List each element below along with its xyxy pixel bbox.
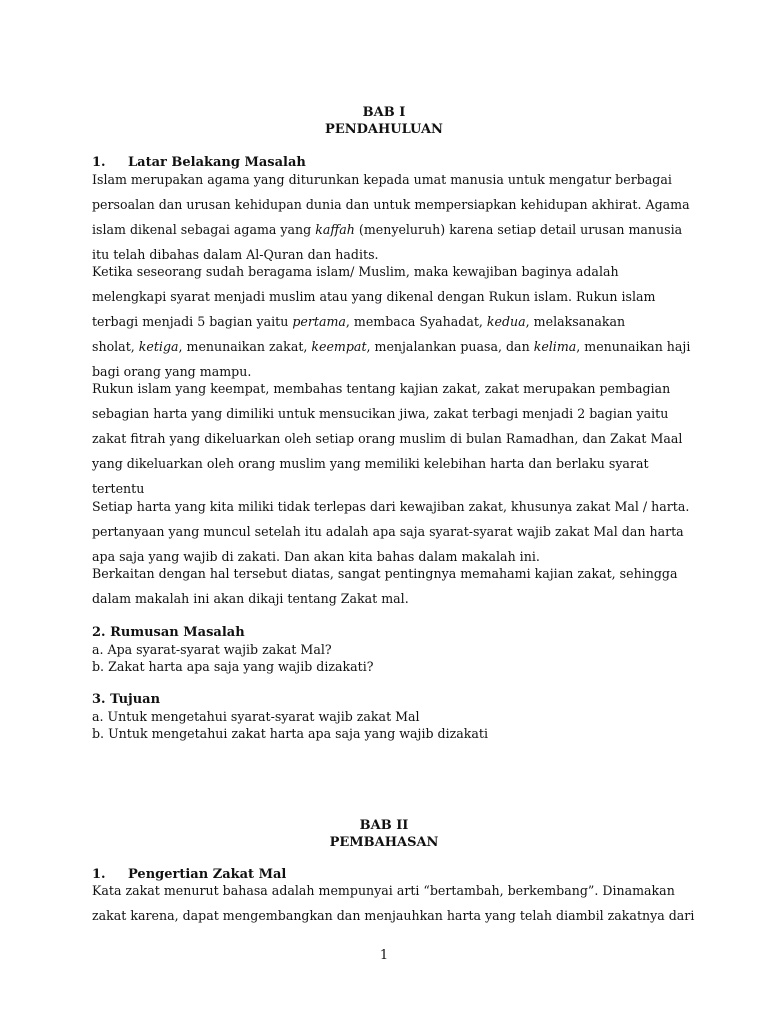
paragraph-line: sebagian harta yang dimiliki untuk mensucikan jiwa, zakat terbagi menjadi 2 bagian yaitu — [92, 406, 669, 421]
bab1-title: PENDAHULUAN — [325, 122, 443, 137]
text-run: sholat, — [92, 339, 139, 354]
paragraph-3 — [92, 381, 683, 497]
paragraph-line: Berkaitan dengan hal tersebut diatas, sangat pentingnya memahami kajian zakat, sehingga — [92, 566, 678, 581]
paragraph-6 — [92, 883, 695, 924]
paragraph-line: Kata zakat menurut bahasa adalah mempunyai arti “bertambah, berkembang”. Dinamakan — [92, 883, 675, 898]
italic-term: keempat — [311, 339, 367, 354]
section-number: 1. — [92, 867, 106, 882]
list-item: b. Zakat harta apa saja yang wajib dizakati? — [92, 659, 374, 674]
list-item: b. Untuk mengetahui zakat harta apa saja yang wajib dizakati — [92, 726, 489, 741]
text-run: , membaca Syahadat, — [345, 314, 487, 329]
bab1-label: BAB I — [362, 105, 406, 120]
section-title: Pengertian Zakat Mal — [128, 867, 287, 882]
paragraph-4 — [92, 499, 690, 565]
paragraph-line — [92, 314, 672, 339]
paragraph-line: Islam merupakan agama yang diturunkan kepada umat manusia untuk mengatur berbagai — [92, 172, 672, 187]
tujuan-list — [92, 708, 488, 742]
paragraph-line: tertentu — [92, 481, 145, 496]
paragraph-2 — [92, 264, 691, 380]
bab2-title: PEMBAHASAN — [329, 835, 439, 850]
page-number: 1 — [379, 948, 389, 963]
list-item: a. Apa syarat-syarat wajib zakat Mal? — [92, 642, 332, 657]
paragraph-line — [92, 339, 691, 364]
paragraph-line: bagi orang yang mampu. — [92, 364, 252, 379]
paragraph-line: apa saja yang wajib di zakati. Dan akan kita bahas dalam makalah ini. — [92, 549, 540, 564]
italic-term: kedua — [486, 314, 526, 329]
text-run: (menyeluruh) karena setiap detail urusan manusia — [354, 222, 683, 237]
paragraph-line: pertanyaan yang muncul setelah itu adalah apa saja syarat-syarat wajib zakat Mal dan harta — [92, 524, 684, 539]
paragraph-line: yang dikeluarkan oleh orang muslim yang memiliki kelebihan harta dan berlaku syarat — [92, 456, 649, 471]
italic-term: kelima — [533, 339, 577, 354]
paragraph-line: itu telah dibahas dalam Al-Quran dan hadits. — [92, 247, 379, 262]
paragraph-line: Setiap harta yang kita miliki tidak terlepas dari kewajiban zakat, khusunya zakat Mal / harta. — [92, 499, 690, 514]
paragraph-line: zakat karena, dapat mengembangkan dan menjauhkan harta yang telah diambil zakatnya dari — [92, 908, 695, 923]
paragraph-line: dalam makalah ini akan dikaji tentang Zakat mal. — [92, 591, 409, 606]
section-heading-pengertian-zakat-mal — [92, 866, 286, 884]
paragraph-line: Rukun islam yang keempat, membahas tentang kajian zakat, zakat merupakan pembagian — [92, 381, 671, 396]
italic-term: pertama — [292, 314, 346, 329]
paragraph-line: Ketika seseorang sudah beragama islam/ Muslim, maka kewajiban baginya adalah — [92, 264, 619, 279]
text-run: , melaksanakan — [525, 314, 626, 329]
section-heading-tujuan: 3. Tujuan — [92, 692, 161, 707]
italic-term: ketiga — [138, 339, 179, 354]
section-heading-latar-belakang — [92, 154, 306, 172]
rumusan-masalah-list — [92, 641, 374, 675]
paragraph-line: persoalan dan urusan kehidupan dunia dan untuk mempersiapkan kehidupan akhirat. Agama — [92, 197, 690, 212]
text-run: , menunaikan haji — [576, 339, 691, 354]
paragraph-line: zakat fitrah yang dikeluarkan oleh setiap orang muslim di bulan Ramadhan, dan Zakat Maal — [92, 431, 683, 446]
text-run: , menunaikan zakat, — [178, 339, 312, 354]
paragraph-line: melengkapi syarat menjadi muslim atau yang dikenal dengan Rukun islam. Rukun islam — [92, 289, 656, 304]
list-item: a. Untuk mengetahui syarat-syarat wajib zakat Mal — [92, 709, 420, 724]
text-run: terbagi menjadi 5 bagian yaitu — [92, 314, 293, 329]
section-number: 1. — [92, 155, 106, 170]
paragraph-1 — [92, 172, 690, 263]
paragraph-line — [92, 222, 683, 247]
text-run: , menjalankan puasa, dan — [366, 339, 534, 354]
paragraph-5 — [92, 566, 678, 607]
section-title: Latar Belakang Masalah — [128, 155, 306, 170]
italic-term: kaffah — [315, 222, 355, 237]
bab2-label: BAB II — [359, 818, 409, 833]
text-run: islam dikenal sebagai agama yang — [92, 222, 316, 237]
section-heading-rumusan-masalah: 2. Rumusan Masalah — [92, 625, 245, 640]
